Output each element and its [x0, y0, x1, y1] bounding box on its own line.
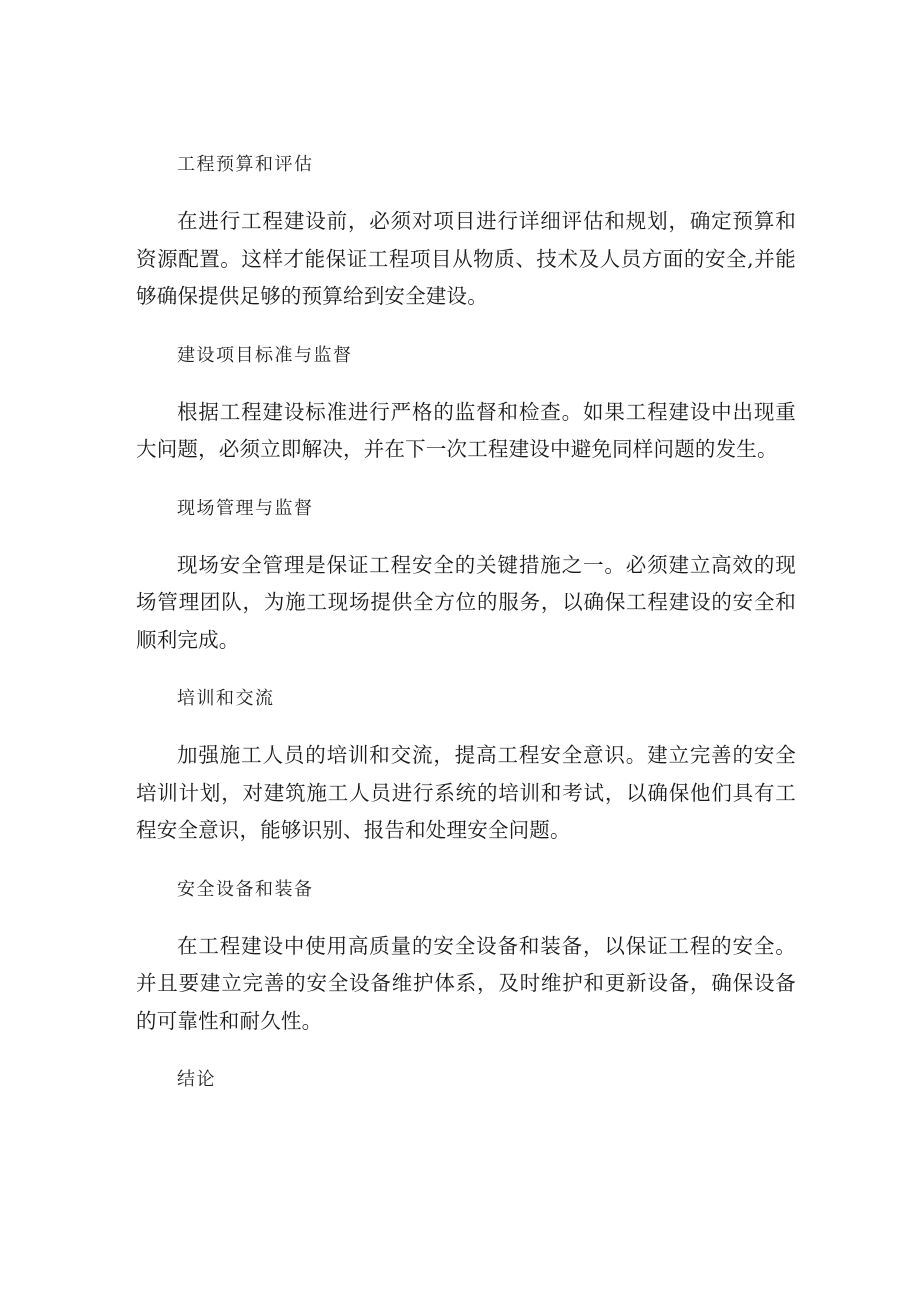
document-content [136, 152, 796, 1093]
section-body-training: 加强施工人员的培训和交流，提高工程安全意识。建立完善的安全培训计划，对建筑施工人员进行系统的培训和考试，以确保他们具有工程安全意识，能够识别、报告和处理安全问题。 [136, 743, 796, 842]
section-body-site-management: 现场安全管理是保证工程安全的关键措施之一。必须建立高效的现场管理团队，为施工现场提供全方位的服务，以确保工程建设的安全和顺利完成。 [136, 552, 796, 652]
section-heading-budget: 工程预算和评估 [177, 154, 314, 175]
section-body-equipment: 在工程建设中使用高质量的安全设备和装备，以保证工程的安全。并且要建立完善的安全设备维护体系，及时维护和更新设备，确保设备的可靠性和耐久性。 [136, 933, 796, 1033]
section-heading-equipment: 安全设备和装备 [177, 878, 314, 900]
section-heading-site-management: 现场管理与监督 [177, 497, 314, 519]
section-body-standards: 根据工程建设标准进行严格的监督和检查。如果工程建设中出现重大问题，必须立即解决，并在下一次工程建设中避免同样问题的发生。 [136, 399, 796, 461]
section-heading-standards: 建设项目标准与监督 [177, 344, 353, 366]
conclusion-heading: 结论 [177, 1069, 216, 1090]
section-heading-training: 培训和交流 [177, 688, 275, 709]
section-body-budget: 在进行工程建设前，必须对项目进行详细评估和规划，确定预算和资源配置。这样才能保证工程项目从物质、技术及人员方面的安全,并能够确保提供足够的预算给到安全建设。 [136, 209, 796, 308]
